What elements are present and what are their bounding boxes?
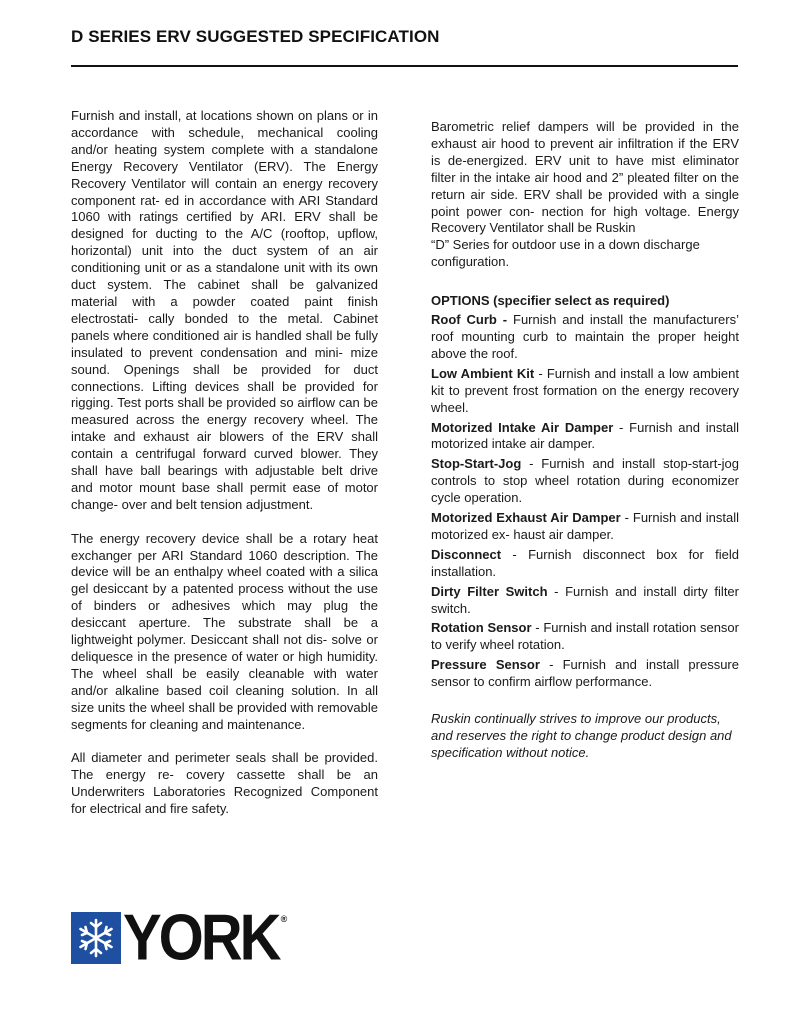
option-name: Rotation Sensor: [431, 620, 532, 636]
option-name: Disconnect: [431, 546, 502, 562]
option-description: - Furnish and install rotation sensor to verify wheel rotation.: [431, 620, 739, 653]
option-description: - Furnish and install a low ambient kit to prevent frost formation on the energy recovery wheel.: [431, 365, 739, 415]
option-name: Pressure Sensor: [431, 657, 540, 673]
right-column: [431, 119, 739, 762]
registered-mark: ®: [280, 914, 288, 924]
header-divider: [71, 65, 738, 67]
option-disconnect: [431, 547, 739, 581]
option-description: Furnish and install the manufacturers’ roof mounting curb to maintain the proper height above the roof.: [431, 312, 739, 361]
option-rotation-sensor: [431, 620, 739, 654]
option-motorized-intake-air-damper: [431, 420, 739, 454]
option-roof-curb: [431, 312, 739, 363]
option-description: - Furnish and install motorized ex- haust air damper.: [431, 510, 739, 542]
option-stop-start-jog: [431, 456, 739, 507]
option-description: - Furnish and install stop-start-jog controls to stop wheel rotation during economizer cycle operation.: [431, 456, 739, 506]
option-description: - Furnish and install dirty filter switch.: [431, 583, 739, 616]
option-low-ambient-kit: [431, 366, 739, 417]
york-wordmark: YORK: [123, 901, 279, 974]
page-title: D SERIES ERV SUGGESTED SPECIFICATION: [71, 27, 440, 46]
option-dirty-filter-switch: [431, 584, 739, 618]
spec-paragraph-seals: All diameter and perimeter seals shall be provided. The energy re- covery cassette shall be an Underwriters Laboratories Recognized Component for electrical and fire safety.: [71, 750, 378, 817]
spec-paragraph-dampers: Barometric relief dampers will be provided in the exhaust air hood to prevent air infiltration if the ERV is de-energized. ERV unit to have mist eliminator filter in the intake air hood and 2” pleated filter on the return air side. ERV shall be provided with a single point power con- nection for high voltage. Energy Recovery Ventilator shall be Ruskin: [431, 119, 739, 236]
disclaimer-notice: Ruskin continually strives to improve our products, and reserves the right to change product design and specification without notice.: [431, 711, 732, 760]
york-logo: [71, 901, 288, 974]
spec-paragraph-series: “D” Series for outdoor use in a down discharge configuration.: [431, 237, 700, 270]
option-name: Dirty Filter Switch: [431, 583, 548, 599]
spec-paragraph-wheel: The energy recovery device shall be a rotary heat exchanger per ARI Standard 1060 description. The device will be an enthalpy wheel coated with a silica gel desiccant by a patented process without the use of binders or adhesives which may plug the desiccant aperture. The substrate shall be a lightweight polymer. Desiccant shall not dis- solve or deliquesce in the presence of water or high humidity. The wheel shall be easily cleanable with water and/or alkaline based coil cleaning solution. In all size units the wheel shall be provided with removable segments for cleaning and maintenance.: [71, 530, 378, 732]
option-description: - Furnish and install pressure sensor to confirm airflow performance.: [431, 657, 739, 690]
option-description: - Furnish and install motorized intake air damper.: [431, 419, 739, 452]
options-heading: OPTIONS (specifier select as required): [431, 293, 670, 309]
option-description: - Furnish disconnect box for field installation.: [431, 546, 739, 579]
snowflake-icon: [71, 912, 121, 964]
left-column: [71, 108, 378, 835]
option-name: Stop-Start-Jog: [431, 456, 522, 472]
spec-paragraph-general: Furnish and install, at locations shown on plans or in accordance with schedule, mechanical cooling and/or heating system complete with a standalone Energy Recovery Ventilator (ERV). The Energy Recovery Ventilator will contain an energy recovery component rat- ed in accordance with ARI Standard 1060 with ratings certified by ARI. ERV shall be designed for ducting to the A/C (rooftop, upflow, horizontal) unit into the duct system of an air conditioning unit or as a standalone unit with its own duct system. The cabinet shall be galvanized material with a powder coated paint finish electrostati- cally bonded to the metal. Cabinet panels where conditioned air is handled shall be fully insulated to prevent condensation and mini- mize sound. Openings shall be provided for duct connections. Lifting devices shall be provided for rigging. Test ports shall be provided so airflow can be measured across the energy recovery wheel. The intake and exhaust air blowers of the ERV shall contain a centrifugal forward curved blower. They shall have ball bearings with adjustable belt drive and motor mount base shall permit ease of motor change- over and belt tension adjustment.: [71, 108, 378, 512]
option-pressure-sensor: [431, 657, 739, 691]
option-name: Motorized Exhaust Air Damper: [431, 510, 621, 526]
option-name: Motorized Intake Air Damper: [431, 419, 614, 435]
option-name: Roof Curb -: [431, 312, 508, 328]
option-name: Low Ambient Kit: [431, 365, 535, 381]
option-motorized-exhaust-air-damper: [431, 510, 739, 544]
